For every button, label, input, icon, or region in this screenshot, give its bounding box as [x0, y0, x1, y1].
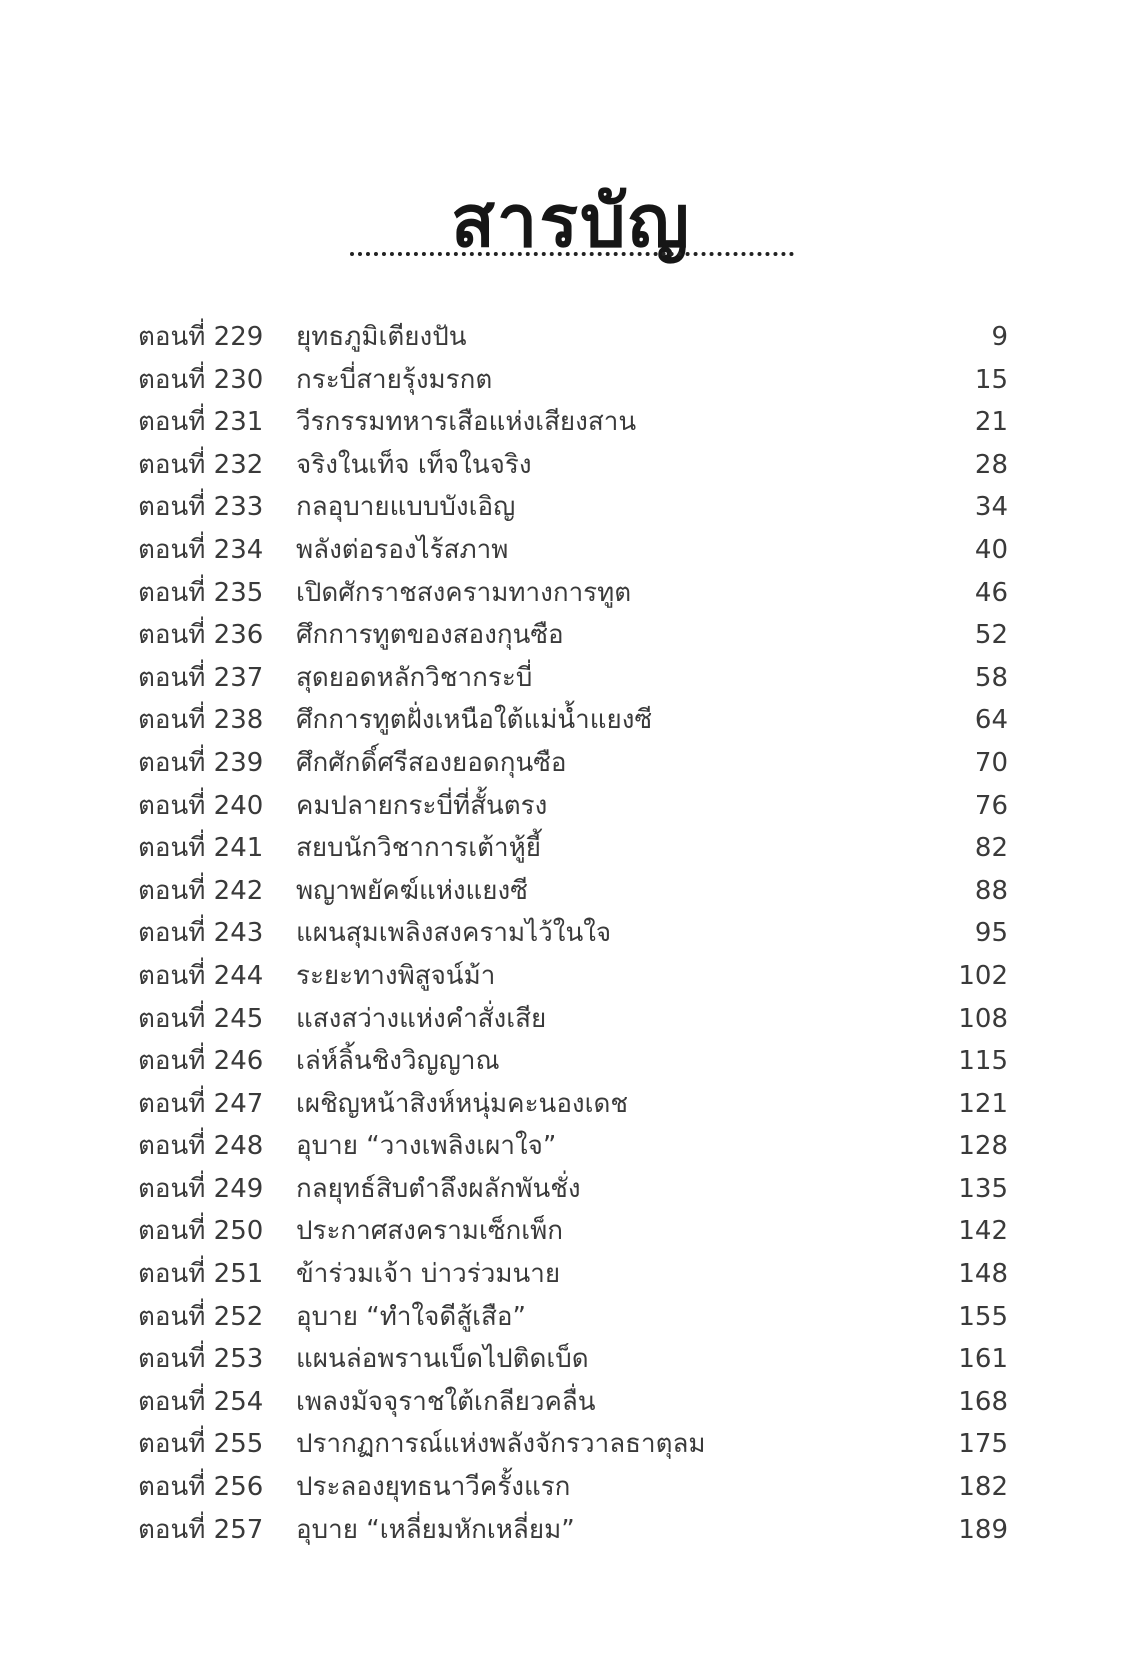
dotted-divider	[350, 252, 794, 256]
toc-chapter-number: ตอนที่ 241	[138, 833, 264, 864]
toc-entry[interactable]	[138, 572, 1008, 615]
toc-page-number: 76	[974, 790, 1008, 821]
toc-entry[interactable]	[138, 359, 1008, 402]
toc-page-number: 121	[958, 1088, 1008, 1119]
toc-chapter-number: ตอนที่ 253	[138, 1344, 264, 1375]
toc-chapter-title: วีรกรรมทหารเสือแห่งเสียงสาน	[296, 407, 637, 438]
toc-entry[interactable]	[138, 998, 1008, 1041]
toc-chapter-number: ตอนที่ 248	[138, 1131, 264, 1162]
toc-entry[interactable]	[138, 912, 1008, 955]
toc-chapter-title: พลังต่อรองไร้สภาพ	[296, 534, 509, 565]
toc-chapter-number: ตอนที่ 233	[138, 492, 264, 523]
toc-page-number: 40	[974, 534, 1008, 565]
toc-page-number: 46	[974, 577, 1008, 608]
toc-page-number: 128	[958, 1131, 1008, 1162]
toc-entry[interactable]	[138, 1253, 1008, 1296]
toc-entry[interactable]	[138, 657, 1008, 700]
toc-chapter-title: ศึกการทูตของสองกุนซือ	[296, 620, 564, 651]
toc-page-number: 168	[958, 1386, 1008, 1417]
toc-chapter-title: ประกาศสงครามเซ็กเพ็ก	[296, 1216, 563, 1247]
toc-entry[interactable]	[138, 614, 1008, 657]
toc-chapter-number: ตอนที่ 239	[138, 747, 264, 778]
toc-entry[interactable]	[138, 870, 1008, 913]
toc-chapter-number: ตอนที่ 251	[138, 1259, 264, 1290]
toc-chapter-number: ตอนที่ 237	[138, 662, 264, 693]
toc-chapter-title: เล่ห์ลิ้นชิงวิญญาณ	[296, 1046, 500, 1077]
toc-chapter-title: สุดยอดหลักวิชากระบี่	[296, 662, 533, 693]
toc-page-number: 88	[974, 875, 1008, 906]
toc-chapter-title: กลยุทธ์สิบตำลึงผลักพันชั่ง	[296, 1173, 581, 1204]
toc-chapter-number: ตอนที่ 250	[138, 1216, 264, 1247]
toc-chapter-number: ตอนที่ 255	[138, 1429, 264, 1460]
toc-entry[interactable]	[138, 1210, 1008, 1253]
toc-chapter-title: แผนล่อพรานเบ็ดไปติดเบ็ด	[296, 1344, 589, 1375]
toc-entry[interactable]	[138, 1381, 1008, 1424]
toc-entry[interactable]	[138, 1296, 1008, 1339]
toc-page-number: 102	[958, 960, 1008, 991]
toc-chapter-number: ตอนที่ 246	[138, 1046, 264, 1077]
toc-page-number: 115	[958, 1046, 1008, 1077]
toc-entry[interactable]	[138, 1168, 1008, 1211]
toc-page-number: 95	[974, 918, 1008, 949]
toc-chapter-number: ตอนที่ 243	[138, 918, 264, 949]
toc-entry[interactable]	[138, 401, 1008, 444]
toc-entry[interactable]	[138, 1466, 1008, 1509]
toc-chapter-title: อุบาย “เหลี่ยมหักเหลี่ยม”	[296, 1514, 575, 1545]
toc-chapter-number: ตอนที่ 256	[138, 1472, 264, 1503]
toc-entry[interactable]	[138, 486, 1008, 529]
toc-chapter-number: ตอนที่ 229	[138, 322, 264, 352]
toc-entry[interactable]	[138, 1423, 1008, 1466]
toc-chapter-number: ตอนที่ 240	[138, 790, 264, 821]
toc-chapter-title: เผชิญหน้าสิงห์หนุ่มคะนองเดช	[296, 1088, 629, 1119]
toc-chapter-number: ตอนที่ 245	[138, 1003, 264, 1034]
toc-page-number: 155	[958, 1301, 1008, 1332]
toc-chapter-number: ตอนที่ 235	[138, 577, 264, 608]
toc-chapter-title: ศึกการทูตฝั่งเหนือใต้แม่น้ำแยงซี	[296, 705, 653, 736]
toc-page-number: 58	[974, 662, 1008, 693]
toc-entry[interactable]	[138, 742, 1008, 785]
toc-entry[interactable]	[138, 1083, 1008, 1126]
toc-page-number: 135	[958, 1173, 1008, 1204]
toc-chapter-title: ประลองยุทธนาวีครั้งแรก	[296, 1472, 571, 1503]
toc-chapter-number: ตอนที่ 236	[138, 620, 264, 651]
toc-entry[interactable]	[138, 444, 1008, 487]
toc-page-number: 70	[974, 747, 1008, 778]
toc-page-number: 28	[974, 449, 1008, 480]
toc-entry[interactable]	[138, 1040, 1008, 1083]
toc-page-number: 34	[974, 492, 1008, 523]
toc-entry[interactable]	[138, 699, 1008, 742]
toc-chapter-title: อุบาย “วางเพลิงเผาใจ”	[296, 1131, 557, 1162]
toc-chapter-title: ปรากฏการณ์แห่งพลังจักรวาลธาตุลม	[296, 1429, 706, 1460]
toc-chapter-number: ตอนที่ 230	[138, 364, 264, 395]
toc-page-number: 9	[991, 322, 1008, 352]
table-of-contents	[138, 316, 1008, 1551]
toc-page-number: 142	[958, 1216, 1008, 1247]
toc-chapter-title: พญาพยัคฆ์แห่งแยงซี	[296, 875, 528, 906]
toc-chapter-title: ยุทธภูมิเตียงปัน	[296, 322, 467, 352]
toc-page-number: 189	[958, 1514, 1008, 1545]
toc-page-number: 64	[974, 705, 1008, 736]
toc-chapter-title: กระบี่สายรุ้งมรกต	[296, 364, 493, 395]
toc-chapter-title: กลอุบายแบบบังเอิญ	[296, 492, 516, 523]
toc-entry[interactable]	[138, 785, 1008, 828]
toc-page-number: 161	[958, 1344, 1008, 1375]
toc-chapter-title: เพลงมัจจุราชใต้เกลียวคลื่น	[296, 1386, 596, 1417]
toc-page-number: 148	[958, 1259, 1008, 1290]
page-title: สารบัญ	[450, 179, 692, 264]
toc-page-number: 175	[958, 1429, 1008, 1460]
toc-page-number: 82	[974, 833, 1008, 864]
toc-page-number: 15	[974, 364, 1008, 395]
toc-chapter-title: สยบนักวิชาการเต้าหู้ยี้	[296, 833, 542, 864]
toc-chapter-title: แผนสุมเพลิงสงครามไว้ในใจ	[296, 918, 612, 949]
toc-entry[interactable]	[138, 827, 1008, 870]
toc-entry[interactable]	[138, 316, 1008, 359]
toc-chapter-number: ตอนที่ 244	[138, 960, 264, 991]
toc-chapter-number: ตอนที่ 254	[138, 1386, 264, 1417]
toc-page-number: 21	[974, 407, 1008, 438]
toc-chapter-title: ศึกศักดิ์ศรีสองยอดกุนซือ	[296, 747, 567, 778]
toc-chapter-title: อุบาย “ทำใจดีสู้เสือ”	[296, 1301, 526, 1332]
toc-chapter-number: ตอนที่ 252	[138, 1301, 264, 1332]
toc-chapter-number: ตอนที่ 257	[138, 1514, 264, 1545]
toc-chapter-title: คมปลายกระบี่ที่สั้นตรง	[296, 790, 548, 821]
toc-chapter-number: ตอนที่ 242	[138, 875, 264, 906]
toc-page-number: 182	[958, 1472, 1008, 1503]
toc-chapter-title: เปิดศักราชสงครามทางการทูต	[296, 577, 632, 608]
toc-entry[interactable]	[138, 1125, 1008, 1168]
toc-chapter-title: แสงสว่างแห่งคำสั่งเสีย	[296, 1003, 547, 1034]
toc-entry[interactable]	[138, 1509, 1008, 1552]
toc-entry[interactable]	[138, 955, 1008, 998]
toc-chapter-number: ตอนที่ 249	[138, 1173, 264, 1204]
toc-chapter-number: ตอนที่ 238	[138, 705, 264, 736]
toc-chapter-title: ข้าร่วมเจ้า บ่าวร่วมนาย	[296, 1259, 561, 1290]
toc-entry[interactable]	[138, 1338, 1008, 1381]
toc-chapter-number: ตอนที่ 232	[138, 449, 264, 480]
toc-entry[interactable]	[138, 529, 1008, 572]
toc-chapter-number: ตอนที่ 247	[138, 1088, 264, 1119]
toc-page-number: 52	[974, 620, 1008, 651]
toc-chapter-number: ตอนที่ 234	[138, 534, 264, 565]
toc-chapter-title: จริงในเท็จ เท็จในจริง	[296, 449, 532, 480]
toc-chapter-number: ตอนที่ 231	[138, 407, 264, 438]
toc-page-number: 108	[958, 1003, 1008, 1034]
toc-chapter-title: ระยะทางพิสูจน์ม้า	[296, 960, 496, 991]
